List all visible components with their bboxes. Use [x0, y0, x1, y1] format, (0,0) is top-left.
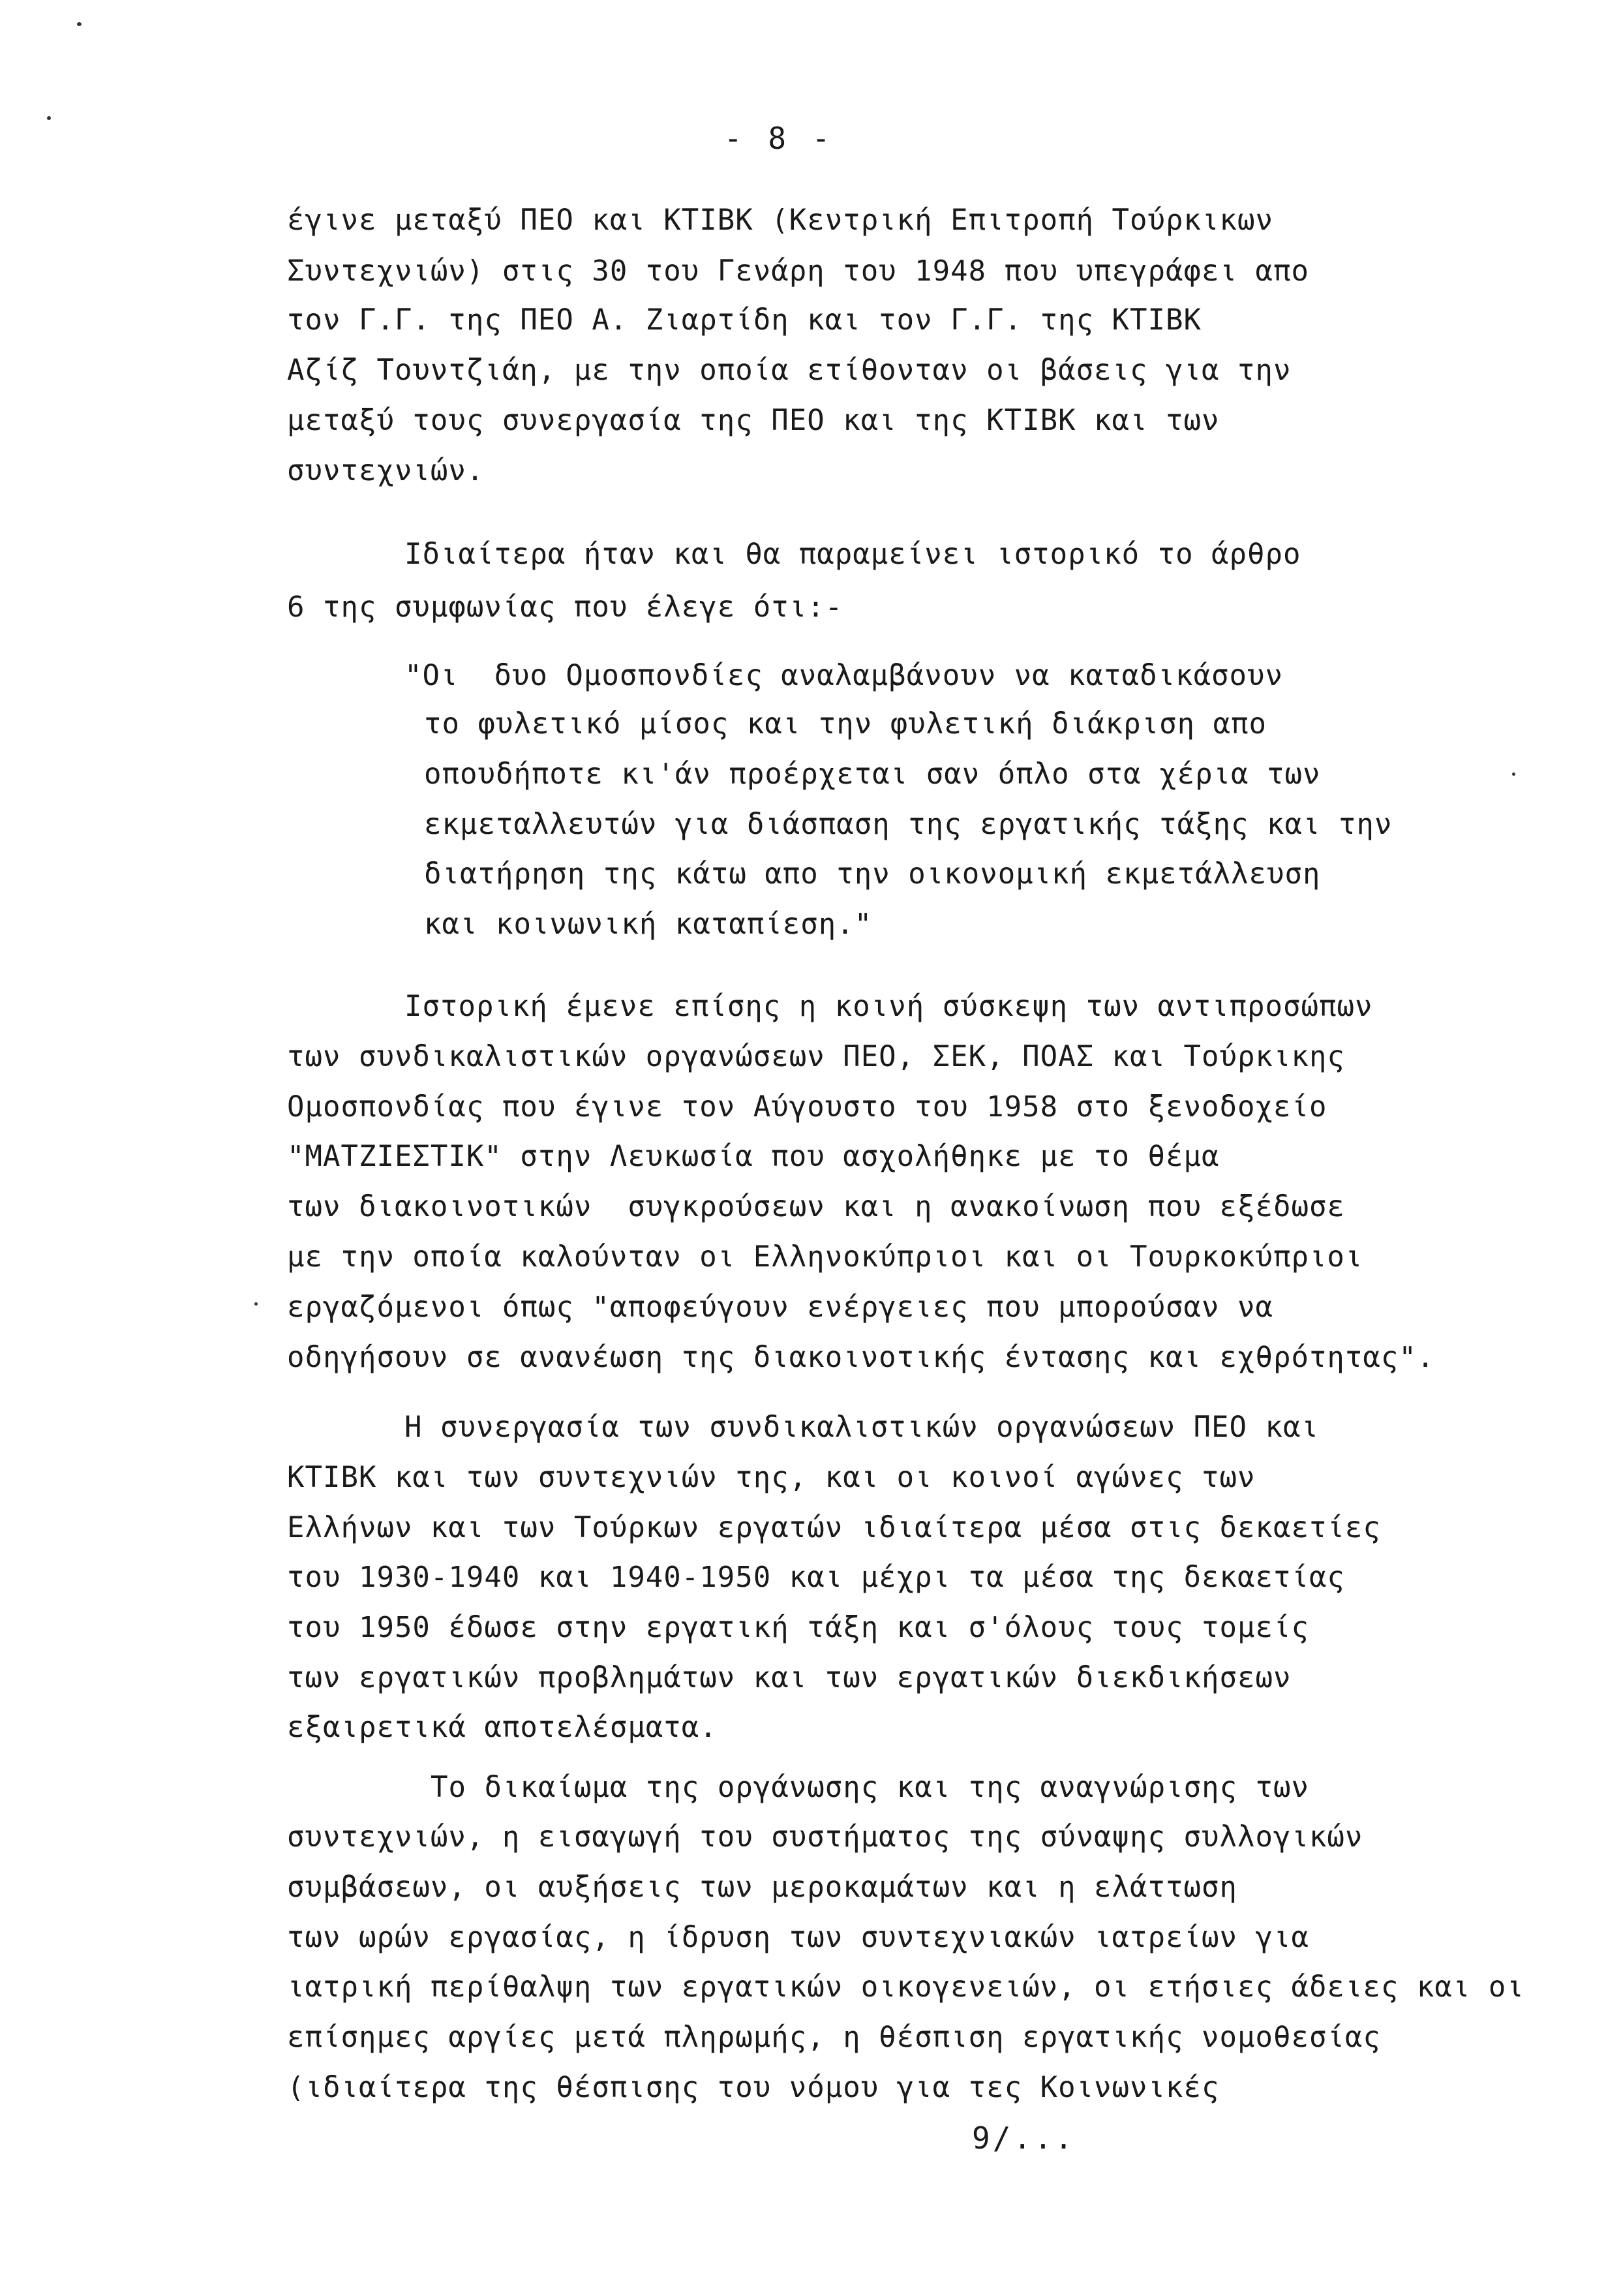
text-line: "ΜΑΤΖΙΕΣΤΙΚ" στην Λευκωσία που ασχολήθηκε με το θέμα — [287, 1140, 1220, 1173]
text-line: επίσημες αργίες μετά πληρωμής, η θέσπιση εργατικής νομοθεσίας — [287, 2021, 1381, 2054]
text-line: Ιδιαίτερα ήταν και θα παραμείνει ιστορικό το άρθρο — [404, 538, 1301, 571]
text-line: με την οποία καλούνταν οι Ελληνοκύπριοι και οι Τουρκοκύπριοι — [287, 1240, 1363, 1274]
text-line: εξαιρετικά αποτελέσματα. — [287, 1711, 718, 1744]
quote-line: οπουδήποτε κι'άν προέρχεται σαν όπλο στα χέρια των — [424, 758, 1321, 791]
text-line: ΚΤΙΒΚ και των συντεχνιών της, και οι κοινοί αγώνες των — [287, 1461, 1256, 1494]
text-line: Ελλήνων και των Τούρκων εργατών ιδιαίτερα μέσα στις δεκαετίες — [287, 1511, 1381, 1544]
text-line: των συνδικαλιστικών οργανώσεων ΠΕΟ, ΣΕΚ, ΠΟΑΣ και Τούρκικης — [287, 1040, 1345, 1073]
text-line: των ωρών εργασίας, η ίδρυση των συντεχνιακών ιατρείων για — [287, 1921, 1309, 1954]
text-line: του 1950 έδωσε στην εργατική τάξη και σ'όλους τους τομείς — [287, 1611, 1309, 1644]
scan-speck — [1512, 773, 1515, 776]
continuation-marker: 9/... — [972, 2120, 1076, 2156]
text-line: συντεχνιών. — [287, 454, 485, 487]
text-line: Αζίζ Τουντζιάη, με την οποία ετίθονταν οι βάσεις για την — [287, 354, 1292, 387]
quote-line: διατήρηση της κάτω απο την οικονομική εκμετάλλευση — [424, 857, 1321, 891]
text-line: Ιστορική έμενε επίσης η κοινή σύσκεψη των αντιπροσώπων — [404, 990, 1373, 1023]
quote-line: "Οι δυο Ομοσπονδίες αναλαμβάνουν να καταδικάσουν — [404, 659, 1284, 692]
scan-speck — [254, 1302, 258, 1306]
text-line: Το δικαίωμα της οργάνωσης και της αναγνώρισης των — [431, 1771, 1310, 1804]
text-line: των διακοινοτικών συγκρούσεων και η ανακοίνωση που εξέδωσε — [287, 1190, 1345, 1223]
text-line: οδηγήσουν σε ανανέωση της διακοινοτικής έντασης και εχθρότητας". — [287, 1341, 1435, 1374]
scan-speck — [77, 22, 82, 26]
text-line: των εργατικών προβλημάτων και των εργατικών διεκδικήσεων — [287, 1661, 1292, 1694]
quote-line: εκμεταλλευτών για διάσπαση της εργατικής τάξης και την — [424, 808, 1393, 841]
text-line: συμβάσεων, οι αυξήσεις των μεροκαμάτων και η ελάττωση — [287, 1871, 1237, 1904]
text-line: ιατρική περίθαλψη των εργατικών οικογενειών, οι ετήσιες άδειες και οι — [287, 1970, 1524, 2004]
text-line: Η συνεργασία των συνδικαλιστικών οργανώσεων ΠΕΟ και — [404, 1411, 1320, 1444]
text-line: 6 της συμφωνίας που έλεγε ότι:- — [287, 590, 843, 624]
text-line: μεταξύ τους συνεργασία της ΠΕΟ και της ΚΤΙΒΚ και των — [287, 404, 1220, 437]
text-line: (ιδιαίτερα της θέσπισης του νόμου για τες Κοινωνικές — [287, 2071, 1220, 2104]
quote-line: το φυλετικό μίσος και την φυλετική διάκριση απο — [424, 707, 1267, 741]
scan-speck — [47, 116, 51, 120]
text-line: τον Γ.Γ. της ΠΕΟ Α. Ζιαρτίδη και τον Γ.Γ. της ΚΤΙΒΚ — [287, 303, 1202, 337]
text-line: εργαζόμενοι όπως "αποφεύγουν ενέργειες που μπορούσαν να — [287, 1291, 1273, 1324]
text-line: Συντεχνιών) στις 30 του Γενάρη του 1948 που υπεγράφει απο — [287, 254, 1309, 288]
text-line: Ομοσπονδίας που έγινε τον Αύγουστο του 1958 στο ξενοδοχείο — [287, 1090, 1327, 1124]
quote-line: και κοινωνική καταπίεση." — [424, 908, 873, 941]
page-number: - 8 - — [724, 121, 834, 156]
text-line: του 1930-1940 και 1940-1950 και μέχρι τα μέσα της δεκαετίας — [287, 1561, 1345, 1594]
text-line: συντεχνιών, η εισαγωγή του συστήματος της σύναψης συλλογικών — [287, 1820, 1363, 1854]
text-line: έγινε μεταξύ ΠΕΟ και ΚΤΙΒΚ (Κεντρική Επιτροπή Τούρκικων — [287, 204, 1273, 237]
